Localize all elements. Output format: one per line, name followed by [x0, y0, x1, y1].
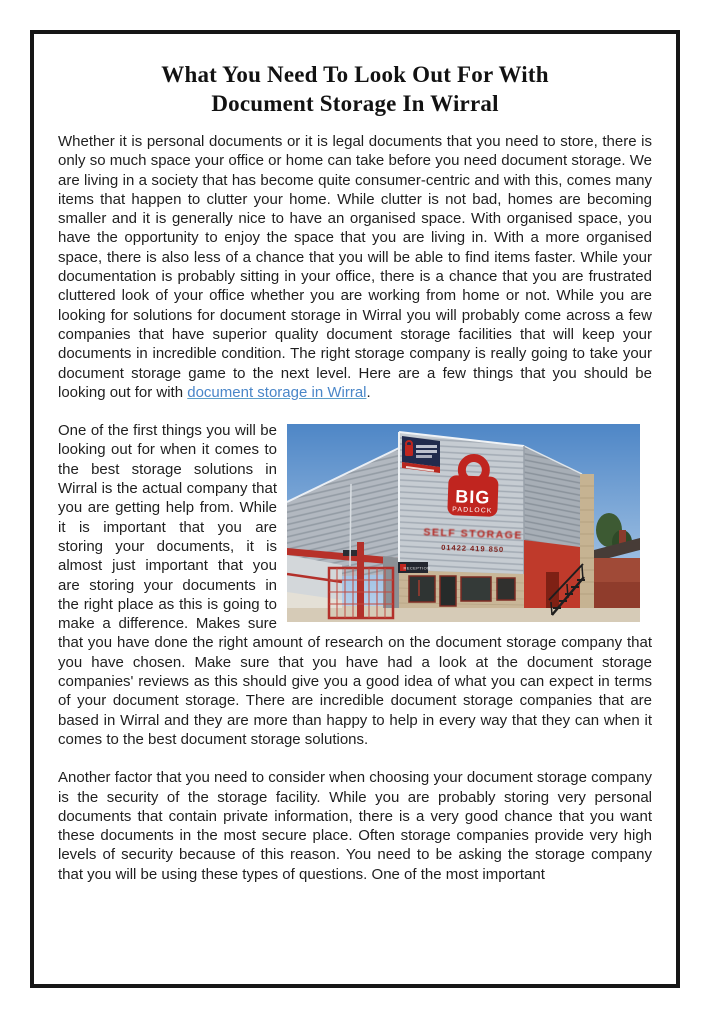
chimney: [619, 530, 626, 544]
house-wall-band: [594, 582, 640, 608]
document-storage-link[interactable]: document storage in Wirral: [187, 383, 367, 401]
page-title-line1: What You Need To Look Out For With: [161, 62, 549, 87]
photo-ground: [287, 606, 640, 622]
paragraph-1: [58, 132, 652, 402]
paragraph-2-text: One of the first things you will be looking out for when it comes to the best storage solutions in Wirral is the actual company that you are getting help from. While it is important that you are storing your documents, it is almost just important that you are storing your documents in the right place as this is going to make a difference. Makes sure that you have done the right amount of research on the document storage company that you have chosen. Make sure that you have had a look at the document storage companies' reviews as this should give you a good idea of what you can expect in terms of your document storage. There are incredible document storage companies that are based in Wirral and they are more than happy to help in every way that they can when it comes to the best document storage solutions.: [58, 422, 652, 748]
paragraph-3: [58, 768, 652, 884]
page-title-line2: Document Storage In Wirral: [211, 91, 499, 116]
page-title: [58, 60, 652, 118]
reception-sign: [398, 562, 430, 573]
ground-window-2: [461, 577, 491, 601]
navy-corner-sign: [402, 436, 440, 473]
ground-window-1: [409, 576, 435, 602]
tagline-text: SELF STORAGE: [423, 526, 524, 542]
ground-door: [440, 576, 456, 606]
paragraph-3-text: Another factor that you need to consider when choosing your document storage company is the security of the storage facility. While you are probably storing very personal documents that contain private information, there is a very good chance that you want these documents in the most secure place. Often storage companies provide very high levels of security because of this reason. You need to be asking the storage company that you will be using these types of questions. One of the most important: [58, 769, 652, 883]
paragraph-1-text: Whether it is personal documents or it is legal documents that you need to store, there is only so much space your office or home can take before you need document storage. We are living in a society that has become quite consumer-centric and with this, comes many items that happen to clutter your home. While clutter is not bad, homes are becoming smaller and it is generally nice to have an organised space. With organised space, you have the opportunity to enjoy the space that you are living in. With a more organised space, there is also less of a chance that you will be able to find items faster. While your documentation is probably sitting in your office, there is a chance that you are frustrated cluttered look of your office whether you are working from home or not. While you are looking for solutions for document storage in Wirral you will probably come across a few companies that have superior quality document storage facilities that will keep your documents in incredible condition. The right storage company is really going to take your document storage game to the next level. Here are a few things that you should be looking out for with: [58, 133, 652, 401]
storage-building-photo: [287, 424, 640, 622]
paragraph-2: [58, 421, 652, 749]
reception-text: RECEPTION: [403, 565, 431, 571]
ground-window-3: [497, 578, 515, 600]
entrance-door: [546, 572, 559, 608]
paragraph-1-period: .: [366, 383, 371, 401]
logo-text-big: BIG: [455, 486, 491, 508]
phone-text: 01422 419 850: [440, 543, 505, 555]
article-body: [58, 132, 652, 884]
small-wall-sign: [343, 550, 359, 556]
logo-text-padlock: PADLOCK: [452, 506, 493, 515]
stone-pillar: [580, 474, 594, 608]
page-frame: [30, 30, 680, 988]
